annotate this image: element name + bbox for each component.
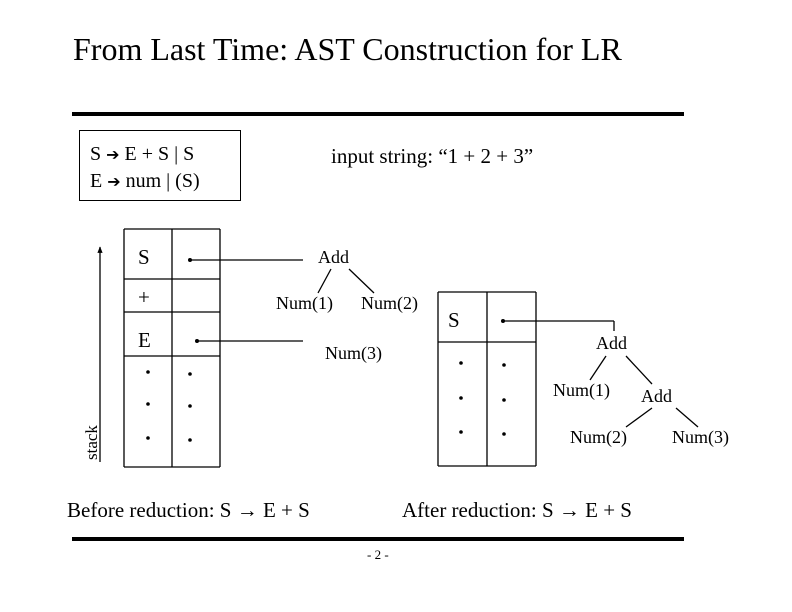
before-ellipsis-dots <box>146 370 192 442</box>
edge <box>626 408 652 427</box>
right-arrow-icon: ➔ <box>107 172 121 191</box>
footer-divider <box>72 537 684 541</box>
after-num3-node: Num(3) <box>672 427 729 447</box>
grammar-rhs: num | (S) <box>125 170 200 192</box>
before-add-node: Add <box>318 247 349 267</box>
edge <box>676 408 698 427</box>
after-inner-add-node: Add <box>641 386 672 406</box>
before-num1-node: Num(1) <box>276 293 333 313</box>
edge <box>349 269 374 293</box>
after-stack-symbol-s: S <box>448 308 460 332</box>
edge <box>590 356 606 380</box>
stack-symbol-s: S <box>138 245 150 269</box>
after-caption: After reduction: S → E + S <box>402 498 632 522</box>
after-num1-node: Num(1) <box>553 380 610 400</box>
before-num3-node: Num(3) <box>325 343 382 363</box>
after-num2-node: Num(2) <box>570 427 627 447</box>
before-num2-node: Num(2) <box>361 293 418 313</box>
stack-symbol-e: E <box>138 328 151 352</box>
after-ellipsis-dots <box>459 361 506 436</box>
slide-title: From Last Time: AST Construction for LR <box>73 31 622 67</box>
grammar-lhs: S <box>90 143 102 165</box>
input-string: input string: “1 + 2 + 3” <box>331 144 534 168</box>
right-arrow-icon: ➔ <box>106 145 120 164</box>
before-caption: Before reduction: S → E + S <box>67 498 310 522</box>
grammar-lhs: E <box>90 170 103 192</box>
after-add-node: Add <box>596 333 627 353</box>
stack-label: stack <box>82 425 101 460</box>
edge <box>626 356 652 384</box>
stack-symbol-plus: + <box>138 285 150 309</box>
edge <box>318 269 331 293</box>
grammar-rhs: E + S | S <box>124 143 195 165</box>
page-number: - 2 - <box>367 547 389 562</box>
